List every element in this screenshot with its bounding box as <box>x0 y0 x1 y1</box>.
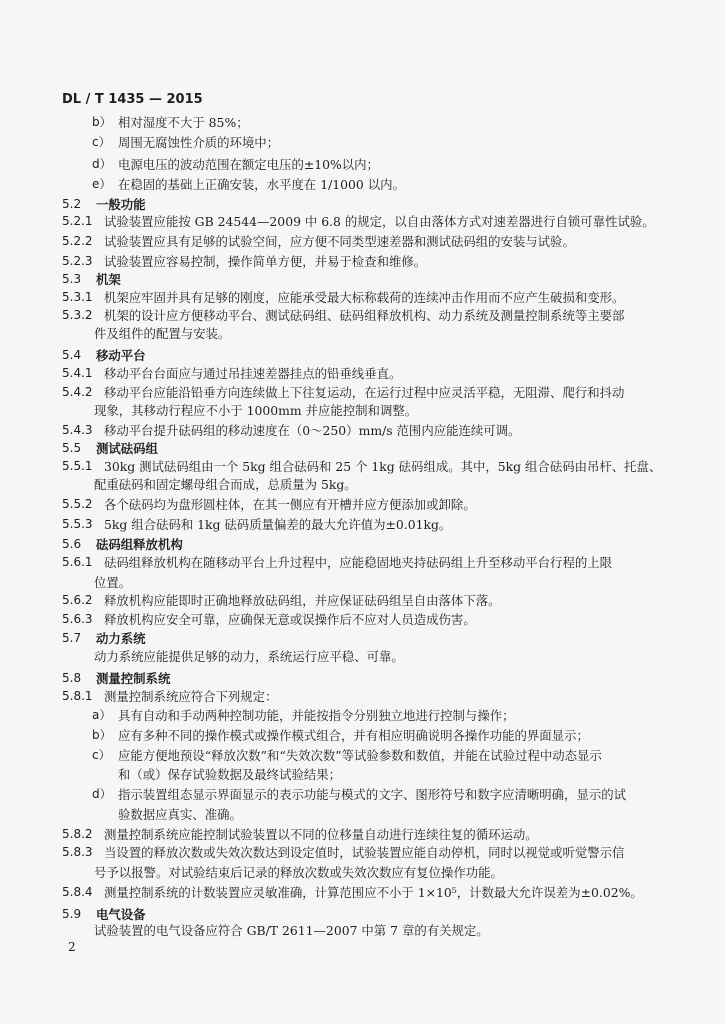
clause-number: 5.2.3 <box>62 254 93 268</box>
text-line <box>0 747 725 764</box>
clause-number: 5.4 <box>62 348 82 362</box>
clause-number: 5.3.2 <box>62 308 93 322</box>
clause-text: 各个砝码均为盘形圆柱体，在其一侧应有开槽并应方便添加或卸除。 <box>104 497 476 512</box>
section-heading <box>0 440 725 457</box>
clause-number: 5.8.2 <box>62 827 93 841</box>
page-number: 2 <box>68 940 76 954</box>
clause-text: 动力系统应能提供足够的动力，系统运行应平稳、可靠。 <box>94 649 404 664</box>
section-heading <box>0 906 725 923</box>
clause-number: 5.3.1 <box>62 290 93 304</box>
text-line <box>0 365 725 382</box>
text-line <box>0 611 725 628</box>
clause-text: 机架的设计应方便移动平台、测试砝码组、砝码组释放机构、动力系统及测量控制系统等主要部 <box>104 308 625 323</box>
section-heading <box>0 196 725 213</box>
section-heading <box>0 271 725 288</box>
section-heading <box>0 630 725 647</box>
section-title: 一般功能 <box>96 197 146 212</box>
section-title: 电气设备 <box>96 907 146 922</box>
section-heading <box>0 670 725 687</box>
section-heading <box>0 536 725 553</box>
clause-number: e） <box>92 177 112 191</box>
clause-text: 移动平台提升砝码组的移动速度在（0～250）mm/s 范围内应能连续可调。 <box>104 423 521 438</box>
clause-text: 试验装置应能按 GB 24544—2009 中 6.8 的规定，以自由落体方式对速差器进行自锁可靠性试验。 <box>104 214 655 229</box>
clause-text: 砝码组释放机构在随移动平台上升过程中，应能稳固地夹持砝码组上升至移动平台行程的上限 <box>104 555 613 570</box>
clause-text: 测量控制系统应能控制试验装置以不同的位移量自动进行连续往复的循环运动。 <box>104 827 538 842</box>
clause-number: 5.8.4 <box>62 885 93 899</box>
section-title: 移动平台 <box>96 348 146 363</box>
clause-text: 验数据应真实、准确。 <box>118 807 242 822</box>
section-title: 砝码组释放机构 <box>96 537 183 552</box>
text-line <box>0 766 725 783</box>
clause-text: 试验装置应具有足够的试验空间，应方便不同类型速差器和测试砝码组的安装与试验。 <box>104 234 575 249</box>
clause-text: 位置。 <box>94 575 132 590</box>
clause-text: 30kg 测试砝码组由一个 5kg 组合砝码和 25 个 1kg 砝码组成。其中，5kg 组合砝码由吊杆、托盘、 <box>104 459 662 474</box>
clause-number: d） <box>92 787 112 801</box>
clause-text: 测量控制系统应符合下列规定： <box>104 689 278 704</box>
text-line <box>0 307 725 324</box>
text-line <box>0 884 725 901</box>
clause-text: 电源电压的波动范围在额定电压的±10%以内； <box>118 157 379 172</box>
clause-number: 5.8 <box>62 671 82 685</box>
clause-number: 5.3 <box>62 272 82 286</box>
clause-number: 5.7 <box>62 631 82 645</box>
text-line <box>0 156 725 173</box>
text-line <box>0 806 725 823</box>
clause-text: 5kg 组合砝码和 1kg 砝码质量偏差的最大允许值为±0.01kg。 <box>104 517 452 532</box>
clause-number: 5.4.3 <box>62 423 93 437</box>
clause-text: 机架应牢固并具有足够的刚度，应能承受最大标称载荷的连续冲击作用而不应产生破损和变形。 <box>104 290 625 305</box>
text-line <box>0 922 725 939</box>
clause-text: 指示装置组态显示界面显示的表示功能与模式的文字、图形符号和数字应清晰明确，显示的试 <box>118 787 627 802</box>
clause-number: 5.5 <box>62 441 82 455</box>
clause-number: b） <box>92 115 112 129</box>
text-line <box>0 786 725 803</box>
clause-number: 5.5.1 <box>62 459 93 473</box>
clause-number: 5.2.1 <box>62 214 93 228</box>
text-line <box>0 458 725 475</box>
text-line <box>0 554 725 571</box>
text-line <box>0 707 725 724</box>
clause-text: 号予以报警。对试验结束后记录的释放次数或失效次数应有复位操作功能。 <box>94 865 503 880</box>
text-line <box>0 688 725 705</box>
clause-text: 当设置的释放次数或失效次数达到设定值时，试验装置应能自动停机，同时以视觉或听觉警示信 <box>104 845 625 860</box>
text-line <box>0 114 725 131</box>
clause-number: 5.8.3 <box>62 845 93 859</box>
clause-text: 和（或）保存试验数据及最终试验结果； <box>118 767 342 782</box>
text-line <box>0 289 725 306</box>
clause-number: 5.4.2 <box>62 385 93 399</box>
text-line <box>0 516 725 533</box>
clause-text: 试验装置应容易控制，操作简单方便，并易于检查和维修。 <box>104 254 427 269</box>
text-line <box>0 422 725 439</box>
text-line <box>0 213 725 230</box>
clause-number: 5.5.3 <box>62 517 93 531</box>
text-line <box>0 844 725 861</box>
clause-number: d） <box>92 157 112 171</box>
clause-number: c） <box>92 748 111 762</box>
text-line <box>0 476 725 493</box>
clause-text: 配重砝码和固定螺母组合而成，总质量为 5kg。 <box>94 477 357 492</box>
clause-text: 周围无腐蚀性介质的环境中； <box>118 135 280 150</box>
section-title: 机架 <box>96 272 121 287</box>
clause-text: 应能方便地预设“释放次数”和“失效次数”等试验参数和数值，并能在试验过程中动态显示 <box>118 748 602 763</box>
clause-text: 应有多种不同的操作模式或操作模式组合，并有相应明确说明各操作功能的界面显示； <box>118 728 589 743</box>
text-line <box>0 592 725 609</box>
clause-number: 5.6.3 <box>62 612 93 626</box>
text-line <box>0 826 725 843</box>
clause-text: 释放机构应安全可靠，应确保无意或误操作后不应对人员造成伤害。 <box>104 612 476 627</box>
clause-text: 相对湿度不大于 85%； <box>118 115 249 130</box>
clause-number: 5.6 <box>62 537 82 551</box>
text-line <box>0 325 725 342</box>
text-line <box>0 253 725 270</box>
clause-number: 5.6.2 <box>62 593 93 607</box>
clause-text: 具有自动和手动两种控制功能，并能按指令分别独立地进行控制与操作； <box>118 708 515 723</box>
clause-text: 移动平台应能沿铅垂方向连续做上下往复运动，在运行过程中应灵活平稳，无阻滞、爬行和抖动 <box>104 385 625 400</box>
text-line <box>0 648 725 665</box>
clause-number: b） <box>92 728 112 742</box>
clause-number: a） <box>92 708 112 722</box>
text-line <box>0 496 725 513</box>
clause-text: 现象，其移动行程应不小于 1000mm 并应能控制和调整。 <box>94 403 418 418</box>
clause-number: 5.4.1 <box>62 366 93 380</box>
clause-text: 试验装置的电气设备应符合 GB/T 2611—2007 中第 7 章的有关规定。 <box>94 923 489 938</box>
section-title: 测试砝码组 <box>96 441 158 456</box>
clause-number: 5.2 <box>62 197 82 211</box>
section-heading <box>0 347 725 364</box>
clause-number: 5.2.2 <box>62 234 93 248</box>
section-title: 测量控制系统 <box>96 671 171 686</box>
clause-number: c） <box>92 135 111 149</box>
text-line <box>0 176 725 193</box>
clause-text: 件及组件的配置与安装。 <box>94 326 231 341</box>
text-line <box>0 402 725 419</box>
text-line <box>0 384 725 401</box>
clause-number: 5.8.1 <box>62 689 93 703</box>
clause-text: 测量控制系统的计数装置应灵敏准确，计算范围应不小于 1×10⁵，计数最大允许误差为±0.02%。 <box>104 885 643 900</box>
clause-number: 5.6.1 <box>62 555 93 569</box>
text-line <box>0 727 725 744</box>
clause-number: 5.5.2 <box>62 497 93 511</box>
clause-number: 5.9 <box>62 907 82 921</box>
text-line <box>0 574 725 591</box>
clause-text: 在稳固的基础上正确安装，水平度在 1/1000 以内。 <box>118 177 405 192</box>
text-line <box>0 233 725 250</box>
clause-text: 移动平台台面应与通过吊挂速差器挂点的铅垂线垂直。 <box>104 366 402 381</box>
text-line <box>0 134 725 151</box>
clause-text: 释放机构应能即时正确地释放砝码组，并应保证砝码组呈自由落体下落。 <box>104 593 501 608</box>
section-title: 动力系统 <box>96 631 146 646</box>
standard-header: DL / T 1435 — 2015 <box>62 92 203 107</box>
text-line <box>0 864 725 881</box>
